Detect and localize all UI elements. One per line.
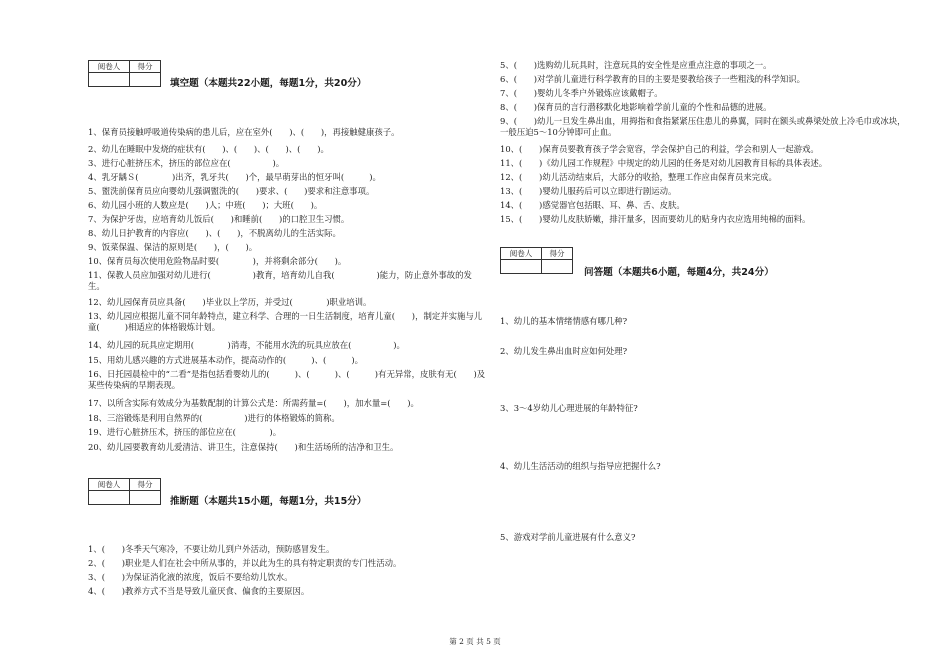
fill-item-12: 12、幼儿园保育员应具备( )毕业以上学历，并受过( )职业培训。: [88, 297, 372, 307]
score-box-label-score: 得分: [130, 479, 161, 491]
score-cell[interactable]: [130, 491, 161, 505]
reviewer-cell[interactable]: [501, 260, 542, 274]
fill-item-10: 10、保育员每次使用危险物品时要( )，并将剩余部分( )。: [88, 256, 347, 266]
section-title-qa: 问答题（本题共6小题，每题4分，共24分）: [584, 267, 774, 278]
judge-item-3: 3、( )为保证消化液的浓度，饭后不要给幼儿饮水。: [88, 572, 293, 582]
reviewer-cell[interactable]: [89, 491, 130, 505]
judge-item-10: 10、( )保育员要教育孩子学会宽容，学会保护自己的利益，学会和别人一起游戏。: [500, 144, 819, 154]
fill-item-7: 7、为保护牙齿，应培育幼儿饭后( )和睡前( )的口腔卫生习惯。: [88, 214, 350, 224]
reviewer-cell[interactable]: [89, 73, 130, 87]
judge-item-8: 8、( )保育员的言行潜移默化地影响着学前儿童的个性和品德的进展。: [500, 102, 772, 112]
fill-item-20: 20、幼儿园要教育幼儿爱清洁、讲卫生，注意保持( )和生活场所的洁净和卫生。: [88, 442, 399, 452]
fill-item-17: 17、以所含实际有效成分为基数配制的计算公式是：所需药量=( )，加水量=( )。: [88, 398, 419, 408]
score-box-judge: [88, 478, 161, 505]
fill-item-13: 13、幼儿园应根据儿童不同年龄特点，建立科学、合理的一日生活制度，培育儿童( )，制定并实施与儿童( )相适应的体格锻炼计划。: [88, 311, 483, 332]
score-box-fill: [88, 60, 161, 87]
score-cell[interactable]: [542, 260, 573, 274]
fill-item-15: 15、用幼儿感兴趣的方式进展基本动作，提高动作的( )、( )。: [88, 355, 363, 365]
judge-item-2: 2、( )职业是人们在社会中所从事的，并以此为生的具有特定职责的专门性活动。: [88, 558, 402, 568]
judge-item-15: 15、( )婴幼儿皮肤娇嫩，排汗量多，因而要幼儿的贴身内衣应选用纯棉的面料。: [500, 214, 811, 224]
section-title-fill-blank: 填空题（本题共22小题，每题1分，共20分）: [170, 78, 367, 89]
score-box-label-reviewer: 阅卷人: [89, 479, 130, 491]
fill-item-6: 6、幼儿园小班的人数应是( )人；中班( )；大班( )。: [88, 200, 323, 210]
judge-item-7: 7、( )婴幼儿冬季户外锻炼应该戴帽子。: [500, 88, 663, 98]
fill-item-8: 8、幼儿日护教育的内容应( )、( )，不脱离幼儿的生活实际。: [88, 228, 341, 238]
score-cell[interactable]: [130, 73, 161, 87]
fill-item-5: 5、盥洗前保育员应向婴幼儿强调盥洗的( )要求、( )要求和注意事项。: [88, 186, 375, 196]
qa-item-1: 1、幼儿的基本情绪情感有哪几种?: [500, 316, 628, 326]
fill-item-1: 1、保育员接触呼吸道传染病的患儿后，应在室外( )、( )，再接触健康孩子。: [88, 127, 400, 137]
judge-item-4: 4、( )教养方式不当是导致儿童厌食、偏食的主要原因。: [88, 586, 310, 596]
score-box-label-reviewer: 阅卷人: [501, 248, 542, 260]
judge-item-9: 9、( )幼儿一旦发生鼻出血，用拇指和食指紧紧压住患儿的鼻翼，同时在额头或鼻梁处放上冷毛巾或冰块，一般压迫5～10分钟即可止血。: [500, 116, 906, 137]
fill-item-18: 18、三浴锻炼是利用自然界的( )进行的体格锻炼的简称。: [88, 413, 340, 423]
section-title-judge: 推断题（本题共15小题，每题1分，共15分）: [170, 496, 367, 507]
fill-item-3: 3、进行心脏挤压术，挤压的部位应在( )。: [88, 158, 285, 168]
qa-item-5: 5、游戏对学前儿童进展有什么意义?: [500, 532, 636, 542]
score-box-qa: [500, 247, 573, 274]
judge-item-11: 11、( )《幼儿园工作规程》中规定的幼儿园的任务是对幼儿园教育目标的具体表述。: [500, 158, 828, 168]
score-box-label-reviewer: 阅卷人: [89, 61, 130, 73]
fill-item-2: 2、幼儿在睡眠中发烧的症状有( )、( )、( )、( )。: [88, 144, 329, 154]
qa-item-4: 4、幼儿生活活动的组织与指导应把握什么?: [500, 461, 661, 471]
judge-item-13: 13、( )婴幼儿服药后可以立即进行剧运动。: [500, 186, 677, 196]
fill-item-14: 14、幼儿园的玩具应定期用( )消毒，不能用水洗的玩具应放在( )。: [88, 340, 405, 350]
page-footer: 第 2 页 共 5 页: [449, 637, 501, 646]
fill-item-11: 11、保教人员应加强对幼儿进行( )教育，培育幼儿自我( )能力，防止意外事故的发生。: [88, 270, 472, 291]
fill-item-9: 9、饭菜保温、保洁的原则是( )，( )。: [88, 242, 258, 252]
judge-item-1: 1、( )冬季天气寒冷，不要让幼儿到户外活动，预防感冒发生。: [88, 544, 335, 554]
fill-item-19: 19、进行心脏挤压术，挤压的部位应在( )。: [88, 427, 282, 437]
judge-item-12: 12、( )幼儿活动结束后，大部分的收拾，整理工作应由保育员来完成。: [500, 172, 777, 182]
judge-item-6: 6、( )对学前儿童进行科学教育的目的主要是要教给孩子一些粗浅的科学知识。: [500, 74, 805, 84]
score-box-label-score: 得分: [542, 248, 573, 260]
fill-item-4: 4、乳牙龋Ｓ( )出齐，乳牙共( )个，最早萌芽出的恒牙叫( )。: [88, 172, 381, 182]
qa-item-2: 2、幼儿发生鼻出血时应如何处理?: [500, 346, 628, 356]
fill-item-16: 16、日托园晨检中的“二看”是指包括看婴幼儿的( )、( )、( )有无异常，皮肤有无( )及某些传染病的早期表现。: [88, 369, 486, 390]
score-box-label-score: 得分: [130, 61, 161, 73]
judge-item-5: 5、( )选购幼儿玩具时，注意玩具的安全性是应重点注意的事项之一。: [500, 60, 772, 70]
qa-item-3: 3、3～4岁幼儿心理进展的年龄特征?: [500, 403, 638, 413]
judge-item-14: 14、( )感觉器官包括眼、耳、鼻、舌、皮肤。: [500, 200, 685, 210]
